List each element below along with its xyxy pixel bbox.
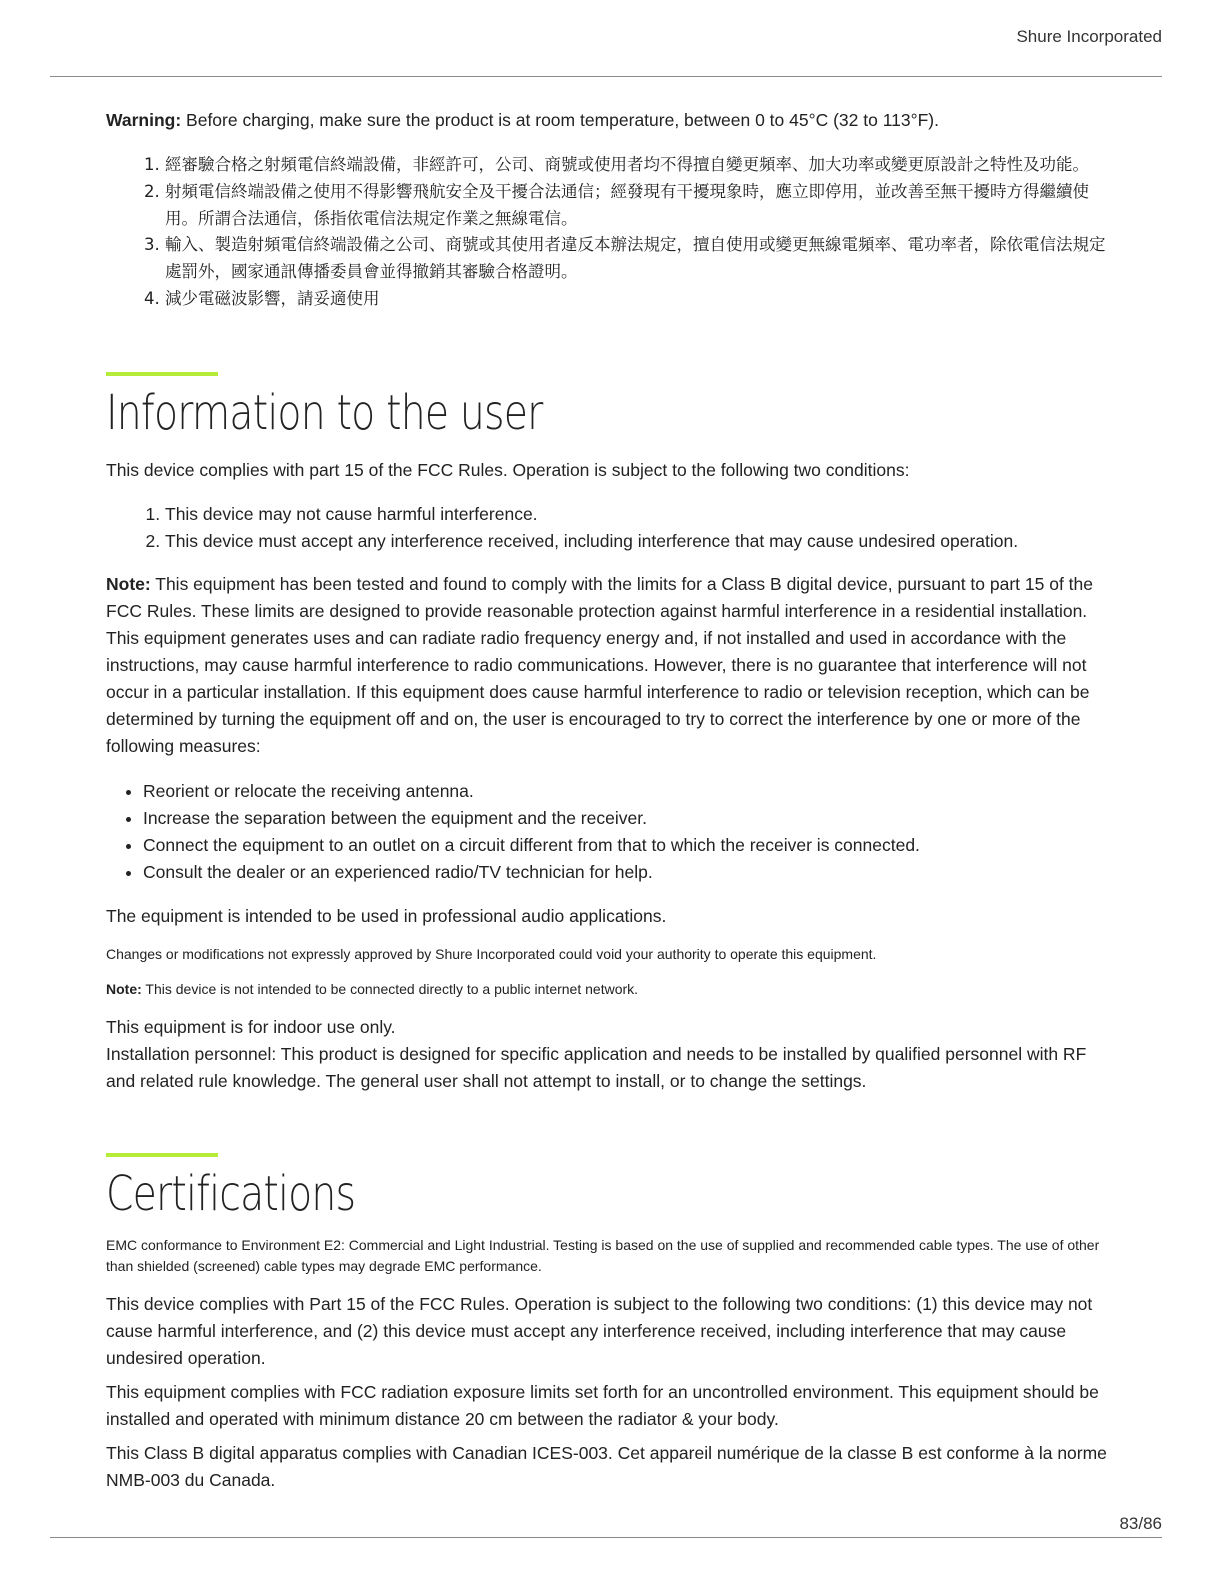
warning-paragraph xyxy=(106,107,1112,134)
list-item: • Consult the dealer or an experienced radio/TV technician for help. xyxy=(143,859,1112,886)
warning-label: Warning: xyxy=(106,110,182,130)
list-item: 1. 經審驗合格之射頻電信終端設備，非經許可，公司、商號或使用者均不得擅自變更頻率、加大功率或變更原設計之特性及功能。 xyxy=(165,152,1112,179)
list-item: • Increase the separation between the equipment and the receiver. xyxy=(143,805,1112,832)
list-item: • Reorient or relocate the receiving antenna. xyxy=(143,778,1112,805)
fcc-conditions-list xyxy=(106,501,1112,555)
ncc-warning-list xyxy=(106,152,1112,313)
class-b-note xyxy=(106,571,1112,760)
note-text: This device is not intended to be connected directly to a public internet network. xyxy=(141,980,639,997)
installation-text: Installation personnel: This product is designed for specific application and needs to be installed by qualified personnel with RF and related rule knowledge. The general user shall not attempt to install, or to change the settings. xyxy=(106,1043,1087,1091)
indoor-use-text: This equipment is for indoor use only. xyxy=(106,1016,396,1037)
note-label: Note: xyxy=(106,574,151,595)
list-item: • Connect the equipment to an outlet on a circuit different from that to which the receiver is connected. xyxy=(143,832,1112,859)
professional-use-text: The equipment is intended to be used in professional audio applications. xyxy=(106,905,667,926)
header-divider xyxy=(50,76,1162,77)
warning-text: Before charging, make sure the product is at room temperature, between 0 to 45°C (32 to 113°F). xyxy=(181,110,939,130)
interference-measures-list xyxy=(106,778,1112,885)
header-company-name: Shure Incorporated xyxy=(1016,27,1162,46)
emc-conformance-text: EMC conformance to Environment E2: Commercial and Light Industrial. Testing is based on the use of supplied and recommended cable types. The use of other than shielded (screened) cable types may degrade EMC performance. xyxy=(106,1236,1100,1274)
note-label: Note: xyxy=(106,980,142,997)
footer-divider xyxy=(50,1537,1162,1538)
note-text: This equipment has been tested and found to comply with the limits for a Class B digital device, pursuant to part 15 of the FCC Rules. These limits are designed to provide reasonable protection against harmful interference in a residential installation. This equipment generates uses and can radiate radio frequency energy and, if not installed and used in accordance with the instructions, may cause harmful interference to radio communications. However, there is no guarantee that interference will not occur in a particular installation. If this equipment does cause harmful interference to radio or television reception, which can be determined by turning the equipment off and on, the user is encouraged to try to correct the interference by one or more of the following measures: xyxy=(106,574,1094,757)
canada-ices-text: This Class B digital apparatus complies with Canadian ICES-003. Cet appareil numérique de la classe B est conforme à la norme NMB-003 du Canada. xyxy=(106,1442,1107,1490)
page-number: 83/86 xyxy=(1119,1514,1162,1533)
list-item: 4. 減少電磁波影響，請妥適使用 xyxy=(165,286,1112,313)
section-heading-certifications: Certifications xyxy=(106,1165,356,1222)
fcc-compliance-text: This device complies with Part 15 of the FCC Rules. Operation is subject to the following two conditions: (1) this device may not cause harmful interference, and (2) this device must accept any interference received, including interference that may cause undesired operation. xyxy=(106,1293,1093,1368)
internet-note xyxy=(106,979,1112,1000)
section-heading-information: Information to the user xyxy=(106,384,543,441)
fcc-intro: This device complies with part 15 of the FCC Rules. Operation is subject to the following two conditions: xyxy=(106,459,910,480)
radiation-exposure-text: This equipment complies with FCC radiation exposure limits set forth for an uncontrolled environment. This equipment should be installed and operated with minimum distance 20 cm between the radiator & your body. xyxy=(106,1381,1099,1429)
page-content xyxy=(106,107,1112,1494)
list-item: 2. 射頻電信終端設備之使用不得影響飛航安全及干擾合法通信；經發現有干擾現象時，應立即停用，並改善至無干擾時方得繼續使用。所謂合法通信，係指依電信法規定作業之無線電信。 xyxy=(165,179,1112,233)
list-item: 1. This device may not cause harmful interference. xyxy=(165,501,1112,528)
changes-warning-text: Changes or modifications not expressly approved by Shure Incorporated could void your authority to operate this equipment. xyxy=(106,945,877,962)
section-accent-bar xyxy=(106,1153,218,1157)
list-item: 3. 輸入、製造射頻電信終端設備之公司、商號或其使用者違反本辦法規定，擅自使用或變更無線電頻率、電功率者，除依電信法規定處罰外，國家通訊傳播委員會並得撤銷其審驗合格證明。 xyxy=(165,232,1112,286)
section-accent-bar xyxy=(106,372,218,376)
list-item: 2. This device must accept any interference received, including interference that may cause undesired operation. xyxy=(165,528,1112,555)
